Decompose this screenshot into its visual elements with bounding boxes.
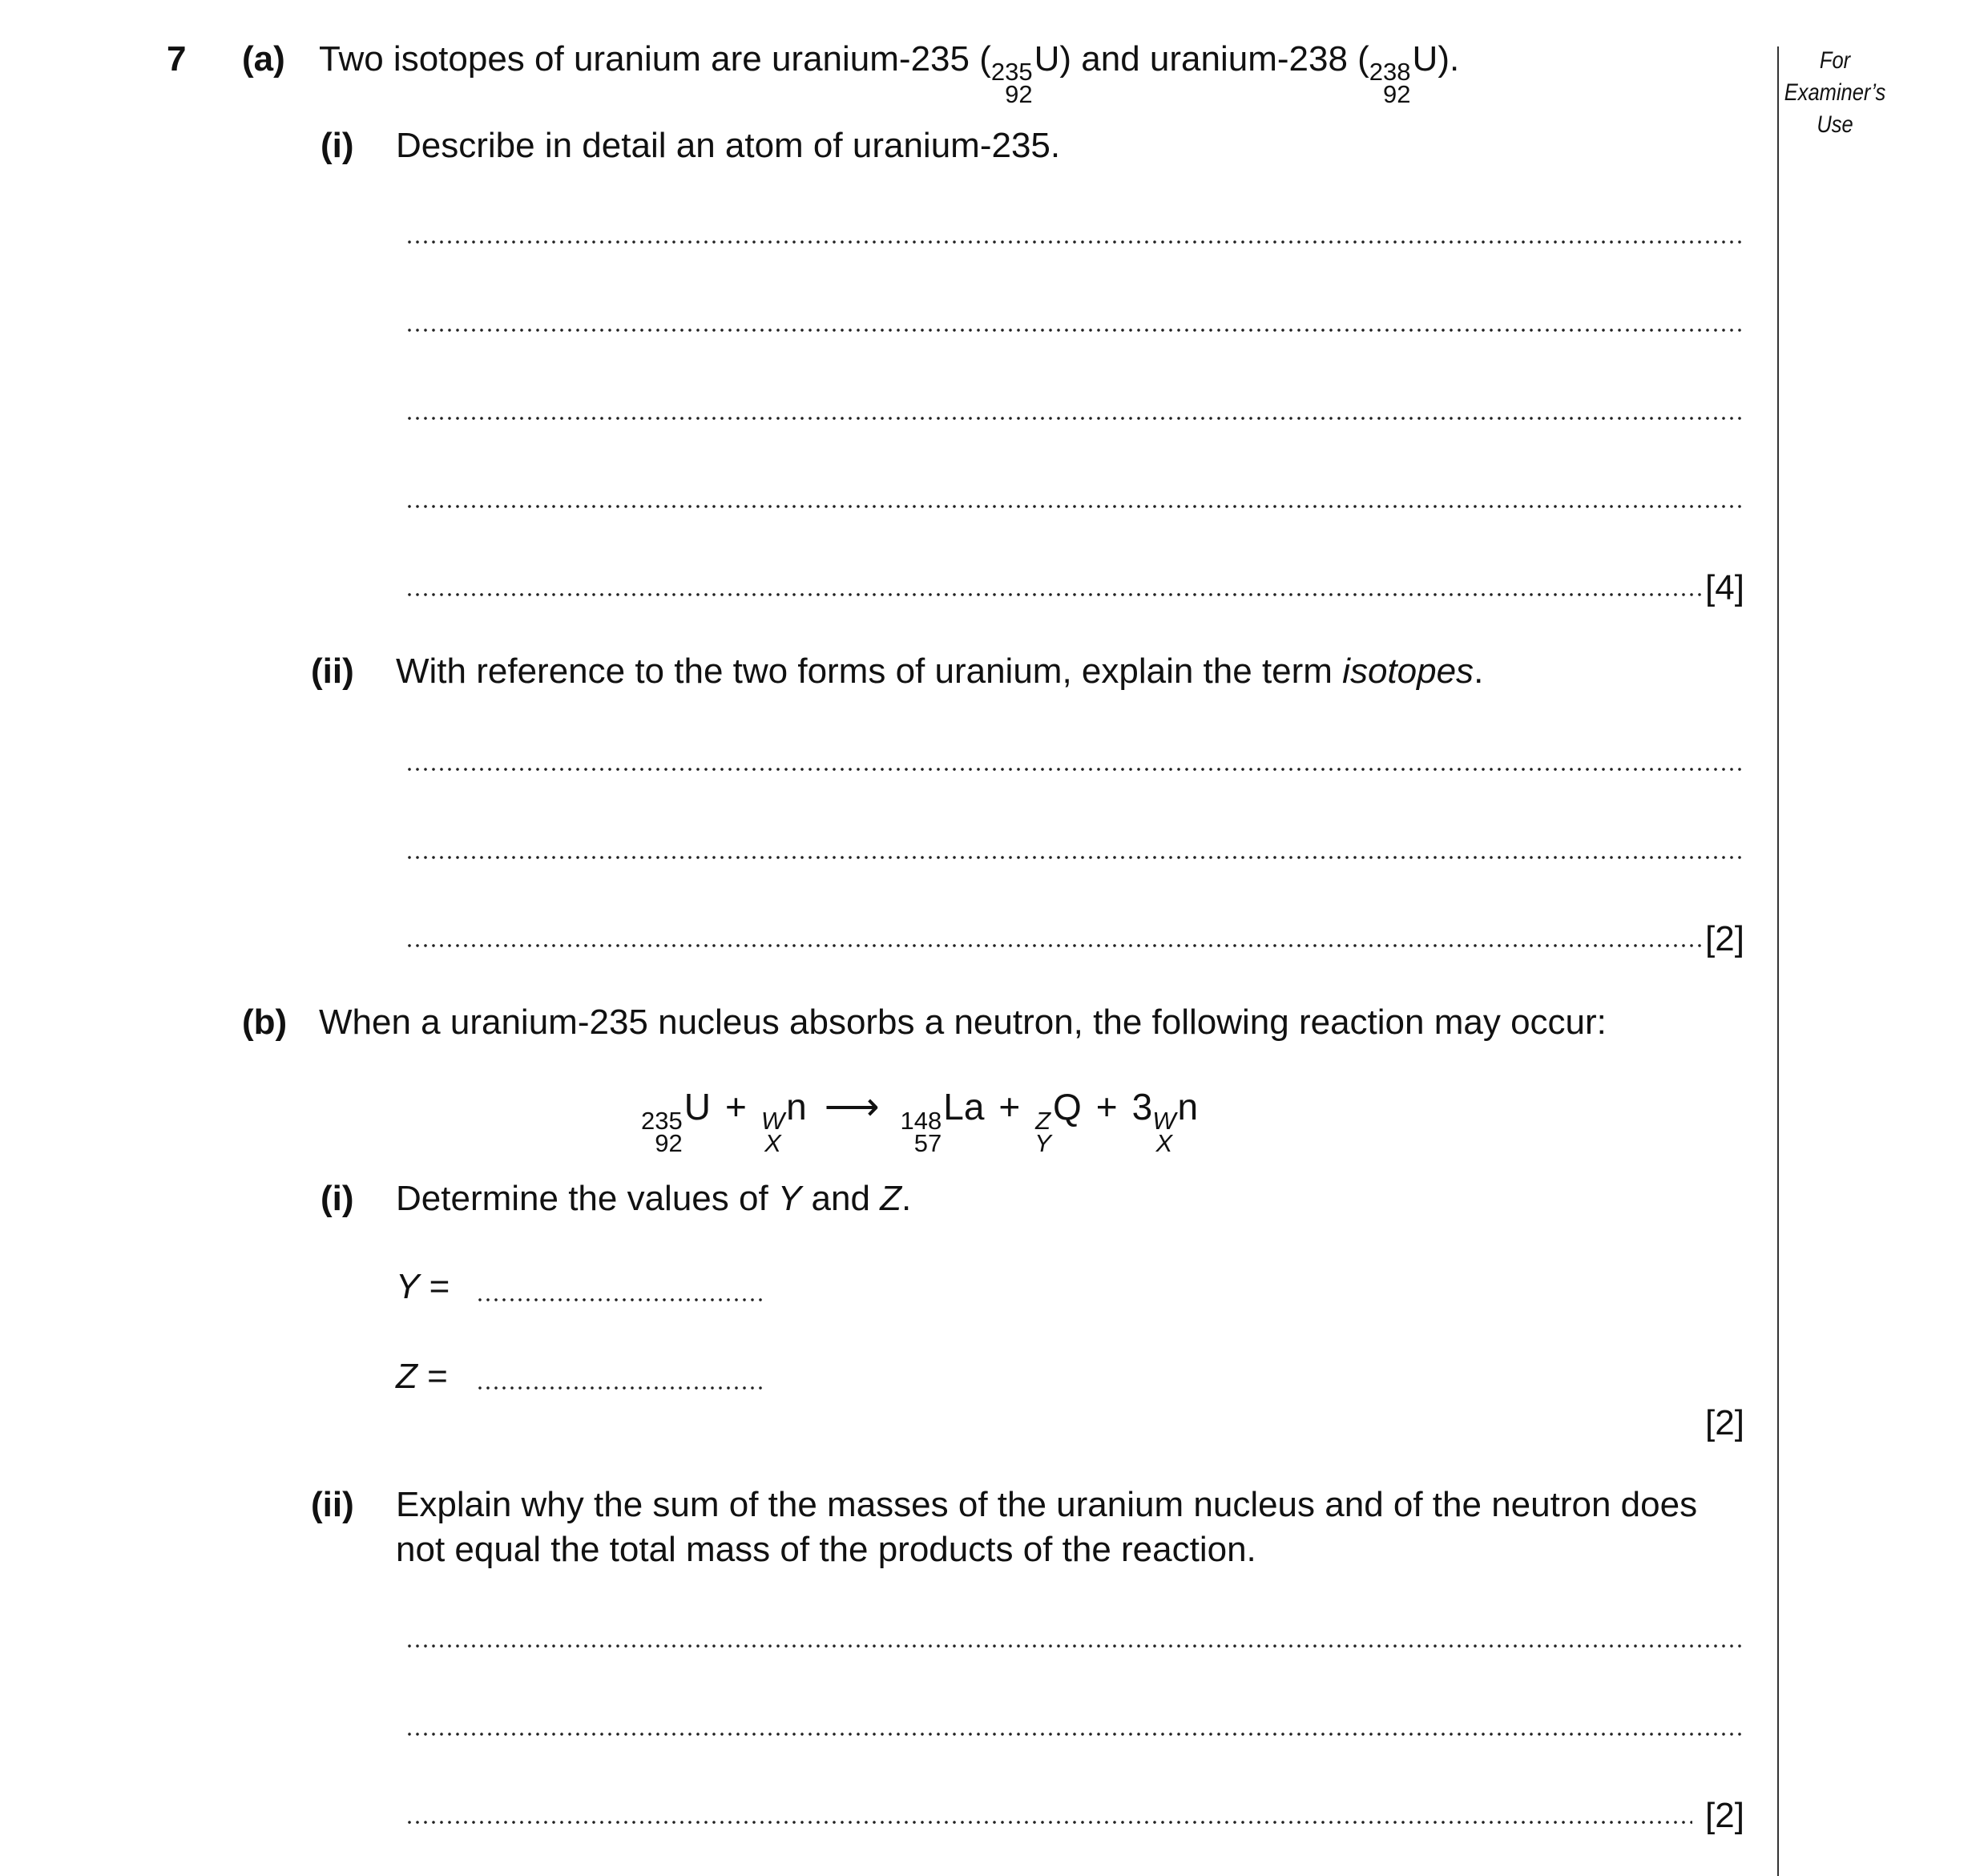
part-b-i-var-y: Y — [777, 1179, 802, 1218]
y-answer-field[interactable] — [476, 1298, 766, 1301]
marks-a-ii: [2] — [1705, 919, 1744, 958]
answer-line-b-ii-1[interactable] — [405, 1644, 1744, 1648]
part-a-i-label: (i) — [321, 126, 354, 165]
eq-la148 — [901, 1086, 985, 1155]
y-label: Y — [396, 1267, 420, 1306]
eq-plus-2: + — [998, 1086, 1021, 1128]
z-answer-label — [396, 1356, 448, 1398]
nuclide-u235 — [991, 38, 1060, 106]
nuclide-u235-atomic: 92 — [1005, 80, 1033, 108]
eq-q — [1034, 1086, 1081, 1155]
part-a-intro-before: Two isotopes of uranium are uranium-235 ( — [319, 39, 991, 79]
eq-neutron-1-mass: W — [760, 1107, 785, 1135]
eq-neutron-2-symbol: n — [1177, 1086, 1199, 1128]
part-a-intro — [319, 38, 1459, 106]
part-b-ii-label: (ii) — [311, 1485, 354, 1524]
part-a-i-question: Describe in detail an atom of uranium-235. — [396, 126, 1061, 165]
eq-u235-symbol: U — [684, 1086, 711, 1128]
question-number: 7 — [167, 39, 187, 79]
z-answer-field[interactable] — [476, 1386, 766, 1390]
answer-line-a-ii-2[interactable] — [405, 856, 1744, 859]
part-b-i-text-and: and — [801, 1179, 881, 1218]
eq-neutron-1 — [761, 1086, 807, 1155]
part-a-ii-text-before: With reference to the two forms of uranium, explain the term — [396, 652, 1343, 691]
marks-b-ii: [2] — [1705, 1796, 1744, 1835]
answer-line-a-i-2[interactable] — [405, 329, 1744, 332]
part-b-label: (b) — [242, 1003, 288, 1042]
answer-line-b-ii-3[interactable] — [405, 1821, 1692, 1824]
part-b-i-label: (i) — [321, 1179, 354, 1218]
y-equals: = — [429, 1267, 450, 1306]
z-equals: = — [427, 1357, 448, 1396]
part-a-intro-after: ). — [1438, 39, 1460, 79]
part-b-i-var-z: Z — [880, 1179, 902, 1218]
part-b-intro: When a uranium-235 nucleus absorbs a neutron, the following reaction may occur: — [319, 1003, 1607, 1042]
answer-line-a-ii-3[interactable] — [405, 944, 1704, 947]
answer-line-a-i-5[interactable] — [405, 593, 1704, 596]
examiner-line-3: Use — [1817, 111, 1853, 138]
part-a-ii-text-after: . — [1474, 652, 1484, 691]
eq-u235-atomic: 92 — [655, 1129, 683, 1157]
eq-q-atomic: Y — [1034, 1129, 1051, 1157]
eq-coefficient: 3 — [1131, 1086, 1153, 1128]
examiner-margin-divider — [1777, 46, 1779, 1876]
part-a-ii-term: isotopes — [1342, 652, 1474, 691]
nuclide-u238-atomic: 92 — [1383, 80, 1411, 108]
part-b-i-text-after: . — [901, 1179, 912, 1218]
part-b-i-text-before: Determine the values of — [396, 1179, 778, 1218]
part-a-ii-question — [396, 651, 1483, 692]
part-b-ii-line-1: Explain why the sum of the masses of the uranium nucleus and of the neutron does — [396, 1485, 1698, 1524]
nuclide-u235-symbol: U — [1034, 39, 1060, 79]
nuclide-u238 — [1369, 38, 1438, 106]
examiner-line-2: Examiner’s — [1784, 79, 1886, 106]
eq-la148-atomic: 57 — [913, 1129, 942, 1157]
reaction-arrow-icon: ⟶ — [824, 1086, 880, 1128]
part-a-intro-middle: ) and uranium-238 ( — [1059, 39, 1369, 79]
answer-line-a-ii-1[interactable] — [405, 768, 1744, 771]
eq-q-symbol: Q — [1052, 1086, 1082, 1128]
answer-line-a-i-3[interactable] — [405, 417, 1744, 420]
marks-a-i: [4] — [1705, 568, 1744, 607]
answer-line-a-i-1[interactable] — [405, 240, 1744, 244]
eq-neutron-1-atomic: X — [764, 1129, 781, 1157]
nuclear-reaction-equation — [641, 1086, 1198, 1155]
examiner-line-1: For — [1819, 47, 1851, 74]
y-answer-label — [396, 1266, 450, 1308]
answer-line-a-i-4[interactable] — [405, 505, 1744, 508]
eq-neutron-2 — [1152, 1086, 1198, 1155]
eq-neutron-2-mass: W — [1152, 1107, 1176, 1135]
eq-neutron-2-atomic: X — [1155, 1129, 1173, 1157]
eq-plus-1: + — [724, 1086, 747, 1128]
part-b-ii-line-2: not equal the total mass of the products of the reaction. — [396, 1530, 1256, 1569]
nuclide-u238-mass: 238 — [1369, 58, 1411, 86]
nuclide-u238-symbol: U — [1412, 39, 1438, 79]
answer-line-b-ii-2[interactable] — [405, 1733, 1744, 1736]
eq-neutron-1-symbol: n — [786, 1086, 807, 1128]
examiner-use-label — [1770, 45, 1900, 141]
eq-q-mass: Z — [1035, 1107, 1051, 1135]
eq-u235 — [641, 1086, 711, 1155]
part-a-ii-label: (ii) — [311, 652, 354, 691]
eq-la148-symbol: La — [943, 1086, 985, 1128]
part-a-label: (a) — [242, 39, 285, 79]
marks-b-i: [2] — [1705, 1403, 1744, 1442]
eq-u235-mass: 235 — [641, 1107, 683, 1135]
eq-plus-3: + — [1095, 1086, 1118, 1128]
nuclide-u235-mass: 235 — [990, 58, 1033, 86]
eq-la148-mass: 148 — [900, 1107, 942, 1135]
z-label: Z — [396, 1357, 417, 1396]
part-b-i-question — [396, 1178, 911, 1220]
